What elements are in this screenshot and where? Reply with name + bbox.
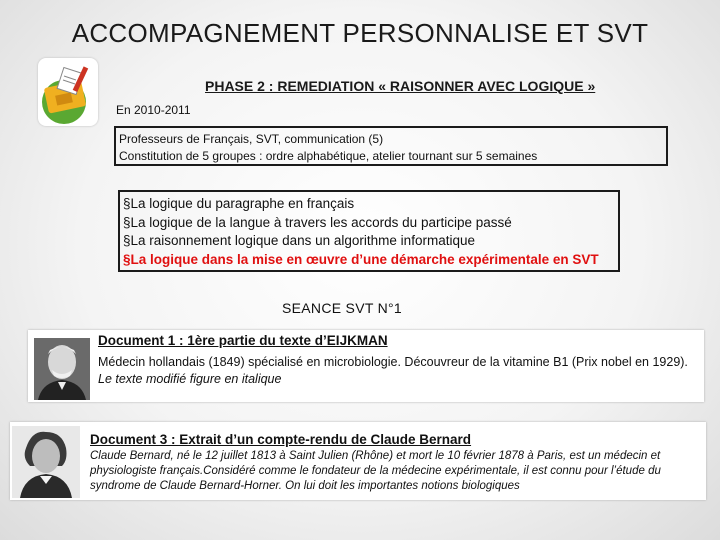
- claude-bernard-portrait-icon: [12, 426, 80, 498]
- phase-heading: PHASE 2 : REMEDIATION « RAISONNER AVEC LOGIQUE »: [205, 78, 596, 94]
- document-3-line: physiologiste français.Considéré comme le fondateur de la médecine expérimentale, il est connu pour l’étude du: [90, 465, 661, 477]
- document-3-card: [10, 422, 706, 500]
- workshop-list: [118, 190, 620, 272]
- document-1-line: Médecin hollandais (1849) spécialisé en microbiologie. Découvreur de la vitamine B1 (Prix nobel en 1929).: [98, 355, 688, 369]
- folder-clipart-icon: [38, 58, 98, 126]
- document-1-heading: Document 1 : 1ère partie du texte d’EIJKMAN: [98, 333, 388, 348]
- document-1-note: Le texte modifié figure en italique: [98, 372, 282, 386]
- document-3-line: syndrome de Claude Bernard-Horner. On lui doit les importantes notions biologiques: [90, 480, 520, 492]
- workshop-item: §La logique de la langue à travers les accords du participe passé: [123, 214, 512, 230]
- workshop-item-highlighted: §La logique dans la mise en œuvre d’une démarche expérimentale en SVT: [123, 251, 599, 267]
- info-line: Constitution de 5 groupes : ordre alphabétique, atelier tournant sur 5 semaines: [119, 149, 538, 163]
- slide-title: ACCOMPAGNEMENT PERSONNALISE ET SVT: [71, 18, 649, 48]
- eijkman-portrait-icon: [34, 338, 90, 400]
- year-label: En 2010-2011: [116, 103, 191, 117]
- workshop-item: §La logique du paragraphe en français: [123, 196, 355, 211]
- document-1-card: [28, 330, 704, 402]
- workshop-item: §La raisonnement logique dans un algorithme informatique: [123, 233, 475, 248]
- seance-label: SEANCE SVT N°1: [282, 300, 403, 316]
- document-3-line: Claude Bernard, né le 12 juillet 1813 à Saint Julien (Rhône) et mort le 10 février 1878 à Paris, est un médecin et: [90, 450, 661, 462]
- info-box: [114, 126, 668, 166]
- document-3-heading: Document 3 : Extrait d’un compte-rendu de Claude Bernard: [90, 432, 472, 447]
- info-line: Professeurs de Français, SVT, communication (5): [119, 132, 384, 146]
